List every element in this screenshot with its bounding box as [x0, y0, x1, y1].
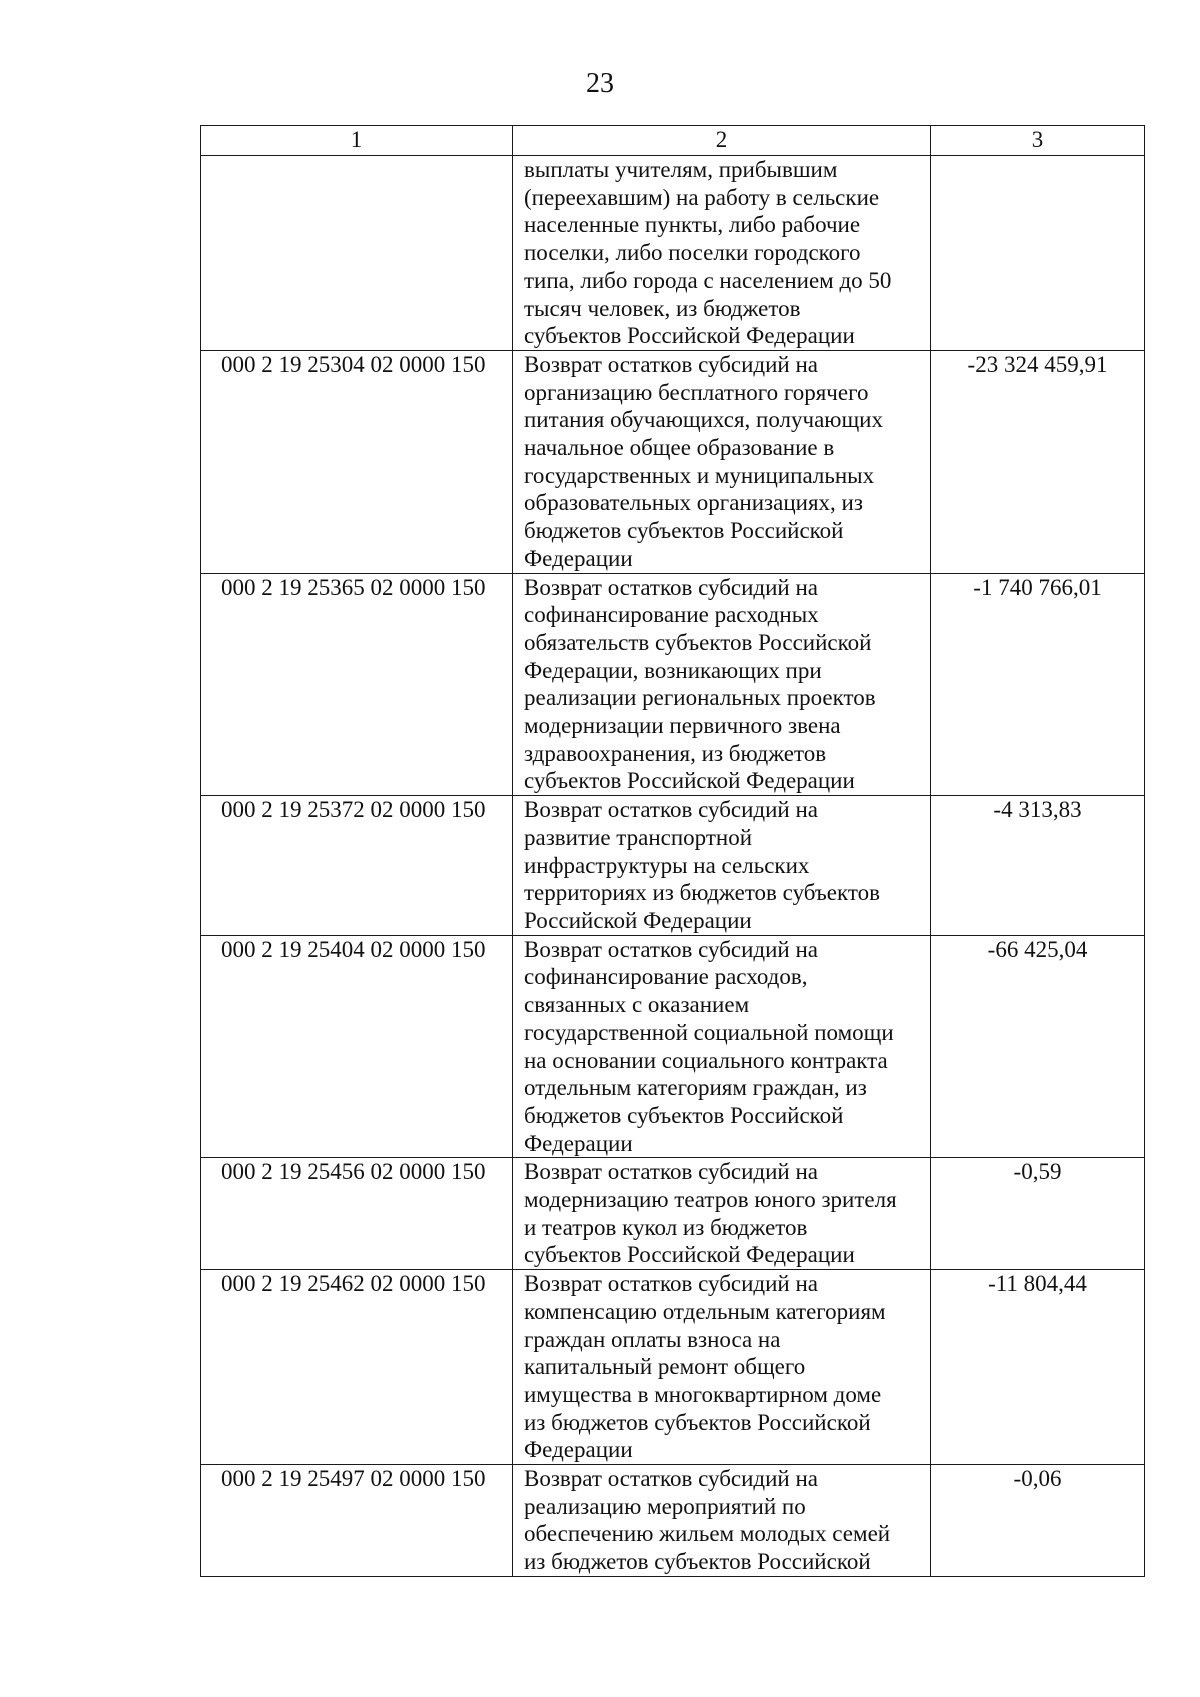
description-line: начальное общее образование в [524, 435, 835, 461]
page-number: 23 [586, 68, 614, 99]
description-line: капитальный ремонт общего [524, 1354, 806, 1380]
budget-code-cell: 000 2 19 25404 02 0000 150 [201, 935, 513, 1158]
description-line: и театров кукол из бюджетов [524, 1214, 808, 1240]
description-cell [513, 1465, 931, 1577]
description-line: типа, либо города с населением до 50 [524, 267, 892, 293]
amount-cell: -23 324 459,91 [931, 350, 1145, 573]
description-line: софинансирование расходных [524, 602, 819, 628]
description-line: населенные пункты, либо рабочие [524, 212, 861, 238]
description-cell [513, 1270, 931, 1465]
description-line: на основании социального контракта [524, 1047, 888, 1073]
description-cell [513, 935, 931, 1158]
amount-cell: -4 313,83 [931, 796, 1145, 936]
description-line: модернизацию театров юного зрителя [524, 1187, 897, 1213]
amount-cell: -66 425,04 [931, 935, 1145, 1158]
description-line: из бюджетов субъектов Российской [524, 1549, 871, 1575]
description-line: имущества в многоквартирном доме [524, 1381, 882, 1407]
description-line: Возврат остатков субсидий на [524, 1271, 819, 1297]
description-line: тысяч человек, из бюджетов [524, 295, 801, 321]
budget-table [200, 125, 1145, 1577]
budget-code-cell [201, 156, 513, 351]
description-line: Федерации, возникающих при [524, 657, 822, 683]
amount-cell: -0,06 [931, 1465, 1145, 1577]
budget-code-cell: 000 2 19 25304 02 0000 150 [201, 350, 513, 573]
table-row [201, 1465, 1145, 1577]
description-line: софинансирование расходов, [524, 964, 808, 990]
description-line: организацию бесплатного горячего [524, 379, 869, 405]
column-header-description: 2 [513, 126, 931, 156]
column-header-code: 1 [201, 126, 513, 156]
description-line: Возврат остатков субсидий на [524, 574, 819, 600]
description-line: бюджетов субъектов Российской [524, 1102, 844, 1128]
description-line: связанных с оказанием [524, 992, 750, 1018]
description-line: граждан оплаты взноса на [524, 1326, 781, 1352]
description-line: из бюджетов субъектов Российской [524, 1409, 871, 1435]
column-header-amount: 3 [931, 126, 1145, 156]
amount-cell [931, 156, 1145, 351]
table-row [201, 796, 1145, 936]
description-line: Возврат остатков субсидий на [524, 351, 819, 377]
budget-code-cell: 000 2 19 25372 02 0000 150 [201, 796, 513, 936]
description-cell [513, 796, 931, 936]
table-row [201, 156, 1145, 351]
budget-code-cell: 000 2 19 25462 02 0000 150 [201, 1270, 513, 1465]
description-line: развитие транспортной [524, 824, 753, 850]
description-line: здравоохранения, из бюджетов [524, 740, 827, 766]
table-row [201, 1270, 1145, 1465]
description-line: поселки, либо поселки городского [524, 240, 861, 266]
description-line: реализации региональных проектов [524, 685, 876, 711]
table-row [201, 935, 1145, 1158]
description-line: Возврат остатков субсидий на [524, 797, 819, 823]
table-body [201, 156, 1145, 1577]
description-line: территориях из бюджетов субъектов [524, 880, 880, 906]
description-cell [513, 1158, 931, 1270]
amount-cell: -1 740 766,01 [931, 573, 1145, 796]
table-row [201, 1158, 1145, 1270]
description-line: государственной социальной помощи [524, 1019, 894, 1045]
description-line: субъектов Российской Федерации [524, 323, 855, 349]
description-line: Возврат остатков субсидий на [524, 936, 819, 962]
description-line: Возврат остатков субсидий на [524, 1466, 819, 1492]
description-cell [513, 350, 931, 573]
table-row [201, 350, 1145, 573]
budget-code-cell: 000 2 19 25497 02 0000 150 [201, 1465, 513, 1577]
description-cell [513, 156, 931, 351]
description-line: обеспечению жильем молодых семей [524, 1521, 891, 1547]
description-line: (переехавшим) на работу в сельские [524, 184, 880, 210]
description-line: Возврат остатков субсидий на [524, 1159, 819, 1185]
description-line: Федерации [524, 1437, 633, 1463]
amount-cell: -11 804,44 [931, 1270, 1145, 1465]
description-line: отдельным категориям граждан, из [524, 1075, 867, 1101]
description-line: Федерации [524, 545, 633, 571]
amount-cell: -0,59 [931, 1158, 1145, 1270]
description-line: реализацию мероприятий по [524, 1493, 806, 1519]
description-cell [513, 573, 931, 796]
description-line: инфраструктуры на сельских [524, 852, 810, 878]
description-line: обязательств субъектов Российской [524, 629, 872, 655]
description-line: образовательных организациях, из [524, 490, 863, 516]
budget-code-cell: 000 2 19 25365 02 0000 150 [201, 573, 513, 796]
description-line: Российской Федерации [524, 907, 752, 933]
description-line: модернизации первичного звена [524, 713, 841, 739]
description-line: субъектов Российской Федерации [524, 768, 855, 794]
description-line: государственных и муниципальных [524, 462, 875, 488]
table-row [201, 573, 1145, 796]
budget-code-cell: 000 2 19 25456 02 0000 150 [201, 1158, 513, 1270]
description-line: бюджетов субъектов Российской [524, 518, 844, 544]
table-header-row [201, 126, 1145, 156]
description-line: питания обучающихся, получающих [524, 407, 883, 433]
description-line: Федерации [524, 1130, 633, 1156]
description-line: компенсацию отдельным категориям [524, 1298, 886, 1324]
description-line: субъектов Российской Федерации [524, 1242, 855, 1268]
description-line: выплаты учителям, прибывшим [524, 157, 838, 182]
